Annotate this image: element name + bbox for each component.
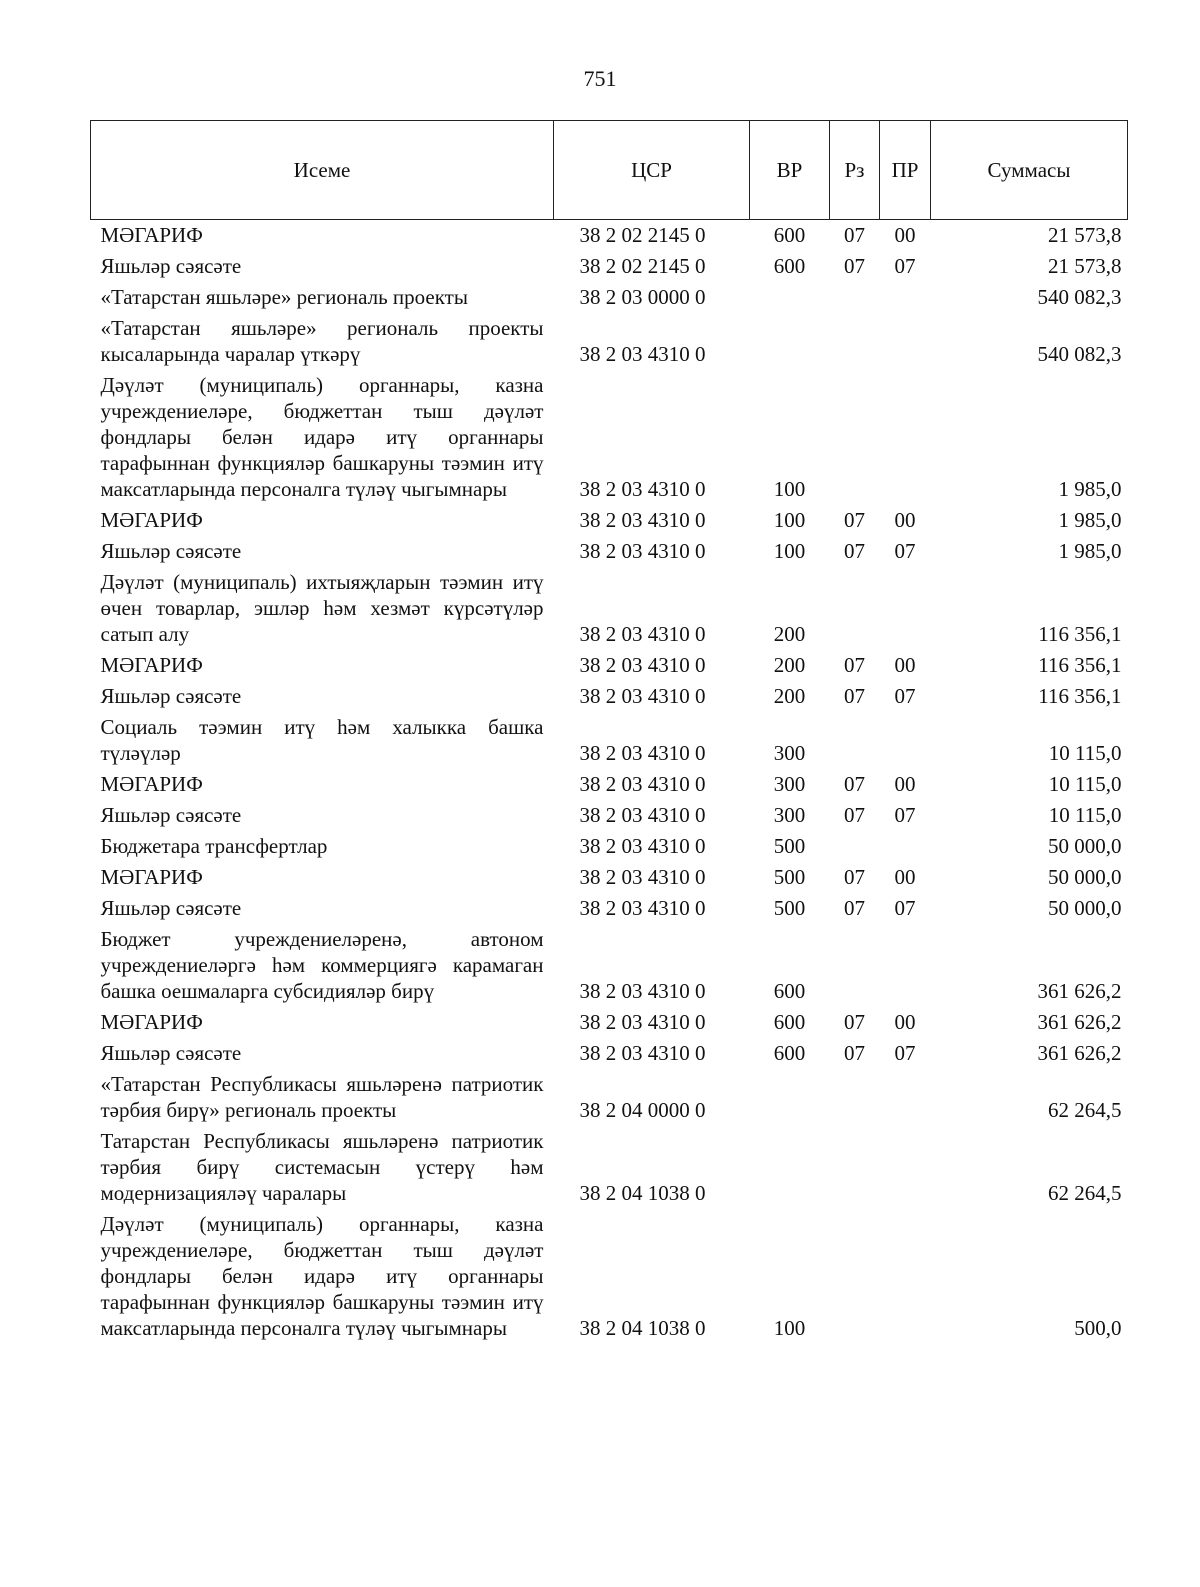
cell-vr: 300 — [773, 772, 806, 796]
cell-rz — [830, 1069, 880, 1126]
table-row — [91, 769, 1128, 800]
cell-sum: 21 573,8 — [1048, 254, 1122, 278]
table-row — [91, 505, 1128, 536]
cell-vr: 500 — [773, 865, 806, 889]
cell-csr: 38 2 03 4310 0 — [579, 508, 706, 532]
cell-name: Бюджет учреждениеләренә, автоном учреждениеләргә һәм коммерциягә карамаган башка оешмаларга субсидияләр бирү — [100, 927, 544, 1003]
table-row — [91, 536, 1128, 567]
table-row — [91, 1126, 1128, 1209]
table-row — [91, 567, 1128, 650]
cell-rz: 07 — [844, 772, 865, 796]
cell-csr: 38 2 03 4310 0 — [579, 1041, 706, 1065]
cell-vr: 200 — [773, 653, 806, 677]
cell-rz — [830, 567, 880, 650]
cell-pr: 07 — [894, 684, 916, 708]
cell-pr — [880, 831, 931, 862]
table-body — [91, 220, 1128, 1345]
cell-pr: 00 — [894, 865, 916, 889]
cell-name: «Татарстан яшьләре» региональ проекты кысаларында чаралар үткәрү — [100, 316, 544, 366]
cell-rz — [830, 1209, 880, 1344]
cell-name: МӘГАРИФ — [100, 223, 203, 247]
cell-csr: 38 2 03 4310 0 — [579, 979, 706, 1003]
cell-sum: 50 000,0 — [1048, 865, 1122, 889]
cell-sum: 62 264,5 — [1048, 1098, 1122, 1122]
cell-pr — [880, 282, 931, 313]
cell-vr: 500 — [773, 896, 806, 920]
cell-sum: 21 573,8 — [1048, 223, 1122, 247]
cell-csr: 38 2 03 4310 0 — [579, 1010, 706, 1034]
cell-name: МӘГАРИФ — [100, 865, 203, 889]
cell-rz — [830, 313, 880, 370]
cell-sum: 1 985,0 — [1058, 508, 1122, 532]
cell-name: Социаль тәэмин итү һәм халыкка башка түләүләр — [100, 715, 544, 765]
cell-csr: 38 2 03 0000 0 — [579, 285, 706, 309]
cell-csr: 38 2 03 4310 0 — [579, 539, 706, 563]
table-row — [91, 831, 1128, 862]
cell-vr: 600 — [773, 979, 806, 1003]
cell-csr: 38 2 03 4310 0 — [579, 896, 706, 920]
cell-csr: 38 2 03 4310 0 — [579, 772, 706, 796]
table-header — [91, 121, 1128, 220]
cell-rz: 07 — [844, 508, 865, 532]
cell-pr: 07 — [894, 896, 916, 920]
cell-sum: 500,0 — [1074, 1316, 1122, 1340]
cell-csr: 38 2 03 4310 0 — [579, 803, 706, 827]
cell-rz — [830, 924, 880, 1007]
cell-sum: 1 985,0 — [1058, 477, 1122, 501]
table-row — [91, 862, 1128, 893]
cell-sum: 540 082,3 — [1037, 342, 1122, 366]
header-name: Исеме — [91, 121, 554, 220]
cell-sum: 116 356,1 — [1038, 653, 1122, 677]
header-csr: ЦСР — [554, 121, 750, 220]
cell-sum: 361 626,2 — [1037, 1041, 1122, 1065]
cell-pr — [880, 712, 931, 769]
table-row — [91, 282, 1128, 313]
cell-pr — [880, 1069, 931, 1126]
cell-rz: 07 — [844, 539, 865, 563]
cell-csr: 38 2 02 2145 0 — [579, 223, 706, 247]
table-row — [91, 893, 1128, 924]
cell-sum: 1 985,0 — [1058, 539, 1122, 563]
cell-csr: 38 2 03 4310 0 — [579, 865, 706, 889]
cell-rz — [830, 282, 880, 313]
cell-sum: 10 115,0 — [1048, 803, 1122, 827]
cell-csr: 38 2 03 4310 0 — [579, 342, 706, 366]
cell-vr: 200 — [773, 684, 806, 708]
cell-rz: 07 — [844, 803, 865, 827]
cell-csr: 38 2 04 1038 0 — [579, 1181, 706, 1205]
cell-name: «Татарстан яшьләре» региональ проекты — [100, 285, 468, 309]
header-rz: Рз — [830, 121, 880, 220]
cell-vr — [750, 1126, 830, 1209]
cell-csr: 38 2 04 1038 0 — [579, 1316, 706, 1340]
cell-csr: 38 2 02 2145 0 — [579, 254, 706, 278]
cell-pr: 00 — [894, 1010, 916, 1034]
cell-name: МӘГАРИФ — [100, 508, 203, 532]
cell-csr: 38 2 03 4310 0 — [579, 653, 706, 677]
cell-sum: 540 082,3 — [1037, 285, 1122, 309]
cell-pr: 07 — [894, 254, 916, 278]
cell-vr: 500 — [773, 834, 806, 858]
cell-pr: 00 — [894, 508, 916, 532]
cell-sum: 10 115,0 — [1048, 741, 1122, 765]
header-sum: Суммасы — [931, 121, 1128, 220]
table-row — [91, 650, 1128, 681]
cell-vr: 100 — [773, 1316, 806, 1340]
cell-csr: 38 2 03 4310 0 — [579, 477, 706, 501]
cell-pr — [880, 924, 931, 1007]
cell-sum: 361 626,2 — [1037, 979, 1122, 1003]
cell-pr — [880, 1126, 931, 1209]
cell-pr — [880, 1209, 931, 1344]
table-row — [91, 712, 1128, 769]
cell-pr: 07 — [894, 1041, 916, 1065]
cell-rz: 07 — [844, 223, 865, 247]
cell-rz: 07 — [844, 865, 865, 889]
cell-name: Яшьләр сәясәте — [100, 254, 242, 278]
cell-sum: 50 000,0 — [1048, 896, 1122, 920]
cell-csr: 38 2 03 4310 0 — [579, 834, 706, 858]
cell-pr — [880, 370, 931, 505]
table-row — [91, 370, 1128, 505]
cell-name: Яшьләр сәясәте — [100, 896, 242, 920]
cell-sum: 50 000,0 — [1048, 834, 1122, 858]
cell-csr: 38 2 03 4310 0 — [579, 741, 706, 765]
cell-name: МӘГАРИФ — [100, 1010, 203, 1034]
page-number: 751 — [583, 66, 617, 91]
cell-name: Дәүләт (муниципаль) органнары, казна учреждениеләре, бюджеттан тыш дәүләт фондлары белән идарә итү органнары тарафыннан функцияләр башкаруны тәэмин итү максатларында персоналга түләү чыгымнары — [100, 373, 544, 501]
cell-vr: 600 — [773, 254, 806, 278]
table-row — [91, 251, 1128, 282]
cell-rz — [830, 370, 880, 505]
cell-vr: 100 — [773, 539, 806, 563]
table-row — [91, 681, 1128, 712]
cell-vr: 600 — [773, 223, 806, 247]
cell-name: Яшьләр сәясәте — [100, 1041, 242, 1065]
cell-vr: 600 — [773, 1041, 806, 1065]
cell-rz: 07 — [844, 254, 865, 278]
cell-pr: 00 — [894, 653, 916, 677]
header-vr: ВР — [750, 121, 830, 220]
cell-vr — [750, 313, 830, 370]
cell-vr: 200 — [773, 622, 806, 646]
cell-name: МӘГАРИФ — [100, 772, 203, 796]
table-row — [91, 1007, 1128, 1038]
cell-vr: 600 — [773, 1010, 806, 1034]
cell-pr — [880, 567, 931, 650]
cell-rz: 07 — [844, 896, 865, 920]
cell-name: Яшьләр сәясәте — [100, 684, 242, 708]
cell-sum: 62 264,5 — [1048, 1181, 1122, 1205]
cell-rz — [830, 712, 880, 769]
table-row — [91, 924, 1128, 1007]
table-row — [91, 1209, 1128, 1344]
budget-table — [90, 120, 1128, 1344]
cell-pr: 00 — [894, 223, 916, 247]
cell-pr: 00 — [894, 772, 916, 796]
cell-name: Яшьләр сәясәте — [100, 539, 242, 563]
cell-rz — [830, 1126, 880, 1209]
cell-name: Дәүләт (муниципаль) органнары, казна учреждениеләре, бюджеттан тыш дәүләт фондлары белән идарә итү органнары тарафыннан функцияләр башкаруны тәэмин итү максатларында персоналга түләү чыгымнары — [100, 1212, 544, 1340]
cell-name: Татарстан Республикасы яшьләренә патриотик тәрбия бирү системасын үстерү һәм модернизацияләү чаралары — [100, 1129, 544, 1205]
cell-vr: 100 — [773, 477, 806, 501]
cell-vr — [750, 282, 830, 313]
cell-rz — [830, 831, 880, 862]
table-row — [91, 1038, 1128, 1069]
cell-csr: 38 2 03 4310 0 — [579, 622, 706, 646]
cell-csr: 38 2 04 0000 0 — [579, 1098, 706, 1122]
cell-pr: 07 — [894, 539, 916, 563]
table-row — [91, 313, 1128, 370]
cell-name: Дәүләт (муниципаль) ихтыяҗларын тәэмин итү өчен товарлар, эшләр һәм хезмәт күрсәтүләр сатып алу — [100, 570, 544, 646]
table-row — [91, 1069, 1128, 1126]
cell-name: Бюджетара трансфертлар — [100, 834, 328, 858]
cell-pr — [880, 313, 931, 370]
cell-name: МӘГАРИФ — [100, 653, 203, 677]
cell-csr: 38 2 03 4310 0 — [579, 684, 706, 708]
cell-pr: 07 — [894, 803, 916, 827]
table-row — [91, 800, 1128, 831]
cell-vr — [750, 1069, 830, 1126]
cell-rz: 07 — [844, 684, 865, 708]
cell-sum: 116 356,1 — [1038, 622, 1122, 646]
cell-vr: 300 — [773, 803, 806, 827]
cell-name: «Татарстан Республикасы яшьләренә патриотик тәрбия бирү» региональ проекты — [100, 1072, 544, 1122]
cell-name: Яшьләр сәясәте — [100, 803, 242, 827]
cell-sum: 10 115,0 — [1048, 772, 1122, 796]
cell-rz: 07 — [844, 1041, 865, 1065]
cell-rz: 07 — [844, 1010, 865, 1034]
cell-sum: 116 356,1 — [1038, 684, 1122, 708]
cell-vr: 100 — [773, 508, 806, 532]
header-pr: ПР — [880, 121, 931, 220]
cell-rz: 07 — [844, 653, 865, 677]
cell-vr: 300 — [773, 741, 806, 765]
table-row — [91, 220, 1128, 252]
cell-sum: 361 626,2 — [1037, 1010, 1122, 1034]
